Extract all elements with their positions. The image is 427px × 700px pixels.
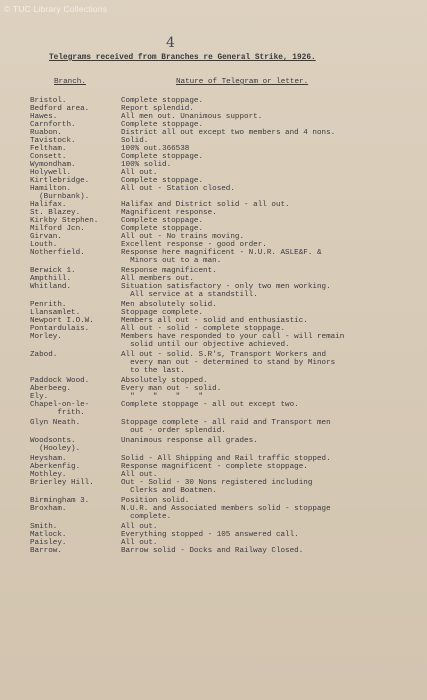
branch-name: Kirkby Stephen. (30, 217, 99, 225)
telegram-text: Clerks and Boatmen. (121, 487, 217, 495)
telegram-text: Complete stoppage. (121, 153, 204, 161)
telegram-text: Every man out - solid. (121, 385, 222, 393)
telegram-text: All out. (121, 169, 158, 177)
telegram-text: Complete stoppage - all out except two. (121, 401, 299, 409)
telegram-text: Complete stoppage. (121, 217, 204, 225)
branch-name: Hamilton. (30, 185, 72, 193)
branch-name: Chapel-on-le- (30, 401, 90, 409)
branch-column-header: Branch. (54, 78, 86, 86)
telegram-text: Complete stoppage. (121, 121, 204, 129)
branch-name: Zabod. (30, 351, 58, 359)
branch-name: Penrith. (30, 301, 67, 309)
telegram-text: Situation satisfactory - only two men working. (121, 283, 331, 291)
branch-name: Aberbeeg. (30, 385, 72, 393)
telegram-text: solid until our objective achieved. (121, 341, 290, 349)
branch-name: Broxham. (30, 505, 67, 513)
branch-name: Matlock. (30, 531, 67, 539)
telegram-text: Halifax and District solid - all out. (121, 201, 290, 209)
telegram-text: Minors out to a man. (121, 257, 222, 265)
branch-name: Birmingham 3. (30, 497, 90, 505)
telegram-text: Solid - All Shipping and Rail traffic stopped. (121, 455, 331, 463)
branch-name: Holywell. (30, 169, 72, 177)
branch-name: Brierley Hill. (30, 479, 94, 487)
telegram-text: Absolutely stopped. (121, 377, 208, 385)
telegram-text: Position solid. (121, 497, 190, 505)
telegram-text: Complete stoppage. (121, 225, 204, 233)
telegram-text: complete. (121, 513, 172, 521)
branch-name: Llansamlet. (30, 309, 81, 317)
telegram-text: Solid. (121, 137, 149, 145)
branch-name: Berwick 1. (30, 267, 76, 275)
telegram-text: All out - No trains moving. (121, 233, 245, 241)
nature-column-header: Nature of Telegram or letter. (176, 78, 309, 86)
telegram-text: Response magnificent - complete stoppage. (121, 463, 308, 471)
telegram-text: All out. (121, 523, 158, 531)
branch-name: Feltham. (30, 145, 67, 153)
branch-name: Woodsonts. (30, 437, 76, 445)
branch-name: Bristol. (30, 97, 67, 105)
branch-name: Girvan. (30, 233, 62, 241)
telegram-text: Out - Solid - 30 Nons registered including (121, 479, 313, 487)
telegram-text: All out. (121, 471, 158, 479)
telegram-text: Members all out - solid and enthusiastic. (121, 317, 308, 325)
telegram-text: All out - Station closed. (121, 185, 235, 193)
branch-name: (Hooley). (30, 445, 81, 453)
telegram-text: Response here magnificent - N.U.R. ASLE&F. & (121, 249, 322, 257)
branch-name: Paddock Wood. (30, 377, 90, 385)
telegram-text: Excellent response - good order. (121, 241, 267, 249)
branch-name: Morley. (30, 333, 62, 341)
branch-name: Bedford area. (30, 105, 90, 113)
telegram-text: Report splendid. (121, 105, 194, 113)
branch-name: Barrow. (30, 547, 62, 555)
telegram-text: Magnificent response. (121, 209, 217, 217)
copyright-watermark: © TUC Library Collections (4, 4, 108, 14)
telegram-text: All men out. Unanimous support. (121, 113, 263, 121)
branch-name: Newport I.O.W. (30, 317, 94, 325)
telegram-text: Members have responded to your call - will remain (121, 333, 345, 341)
telegram-text: District all out except two members and 4 nons. (121, 129, 336, 137)
telegram-text: Complete stoppage. (121, 177, 204, 185)
branch-name: Tavistock. (30, 137, 76, 145)
telegram-text: Stoppage complete - all raid and Transport men (121, 419, 331, 427)
telegram-text: All out - solid - complete stoppage. (121, 325, 286, 333)
branch-name: Whitland. (30, 283, 72, 291)
branch-name: Aberkenfig. (30, 463, 81, 471)
branch-name: Smith. (30, 523, 58, 531)
telegram-text: All out. (121, 539, 158, 547)
telegram-text: Unanimous response all grades. (121, 437, 258, 445)
branch-name: Ely. (30, 393, 49, 401)
branch-name: Paisley. (30, 539, 67, 547)
telegram-text: All out - solid. S.R's, Transport Workers and (121, 351, 327, 359)
branch-name: Glyn Neath. (30, 419, 81, 427)
telegram-text: Stoppage complete. (121, 309, 204, 317)
branch-name: Wymondham. (30, 161, 76, 169)
telegram-text: Barrow solid - Docks and Railway Closed. (121, 547, 304, 555)
telegram-text: to the last. (121, 367, 185, 375)
branch-name: Halifax. (30, 201, 67, 209)
telegram-text: Response magnificent. (121, 267, 217, 275)
telegram-text: All members out. (121, 275, 194, 283)
branch-name: Milford Jcn. (30, 225, 85, 233)
branch-name: (Burnbank). (30, 193, 90, 201)
telegram-text: 100% out.366538 (121, 145, 190, 153)
telegram-text: N.U.R. and Associated members solid - stoppage (121, 505, 331, 513)
branch-name: Consett. (30, 153, 67, 161)
telegram-text: Everything stopped - 105 answered call. (121, 531, 299, 539)
telegram-text: Men absolutely solid. (121, 301, 217, 309)
telegram-text: out - order splendid. (121, 427, 226, 435)
branch-name: Ampthill. (30, 275, 72, 283)
branch-name: Louth. (30, 241, 58, 249)
branch-name: Hawes. (30, 113, 58, 121)
branch-name: Carnforth. (30, 121, 76, 129)
telegram-text: " " " " (121, 393, 204, 401)
telegram-text: All service at a standstill. (121, 291, 258, 299)
telegram-text: Complete stoppage. (121, 97, 204, 105)
branch-name: Heysham. (30, 455, 67, 463)
document-title: Telegrams received from Branches re General Strike, 1926. (49, 54, 316, 62)
telegram-text: 100% solid. (121, 161, 172, 169)
branch-name: Ruabon. (30, 129, 62, 137)
branch-name: frith. (30, 409, 85, 417)
branch-name: Notherfield. (30, 249, 85, 257)
telegram-text: every man out - determined to stand by Minors (121, 359, 336, 367)
branch-name: St. Blazey. (30, 209, 81, 217)
branch-name: Kirtlebridge. (30, 177, 90, 185)
page-number: 4 (166, 35, 175, 51)
branch-name: Mothley. (30, 471, 67, 479)
branch-name: Pontardulais. (30, 325, 90, 333)
